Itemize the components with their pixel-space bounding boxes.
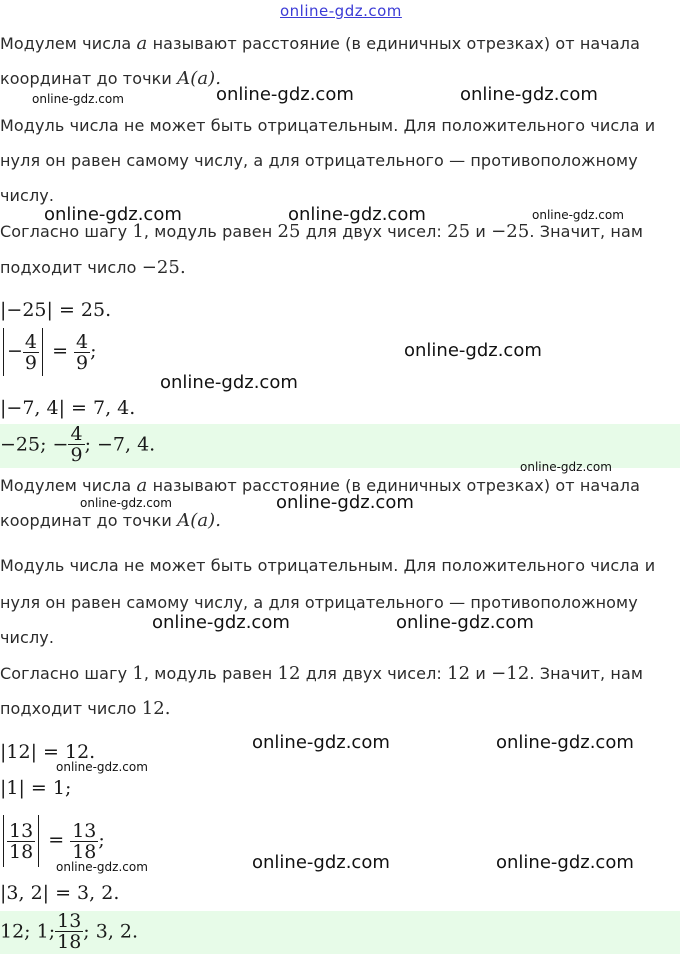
fraction: $\frac{13}{18}$ [9, 819, 34, 863]
definition-line-2: координат до точки A(a). [0, 68, 222, 89]
definition-line-1: Модулем числа a называют расстояние (в единичных отрезках) от начала [0, 33, 641, 54]
point-a: A(a). [177, 68, 222, 89]
watermark: online-gdz.com [396, 612, 534, 633]
watermark: online-gdz.com [288, 204, 426, 225]
watermark: online-gdz.com [532, 208, 624, 222]
step-line-2: подходит число 12. [0, 698, 171, 719]
rule-line-2: нуля он равен самому числу, а для отрицательного — противоположному [0, 593, 638, 612]
fraction: $\frac{4}{9}$ [70, 424, 83, 466]
rule-line-1: Модуль числа не может быть отрицательным. Для положительного числа и [0, 116, 656, 135]
fraction: $\frac{4}{9}$ [24, 330, 38, 374]
rule-line-3: числу. [0, 186, 55, 205]
watermark: online-gdz.com [520, 460, 612, 474]
answer-line: 12; 1; $\frac{13}{18}$ ; 3, 2. [0, 911, 139, 953]
watermark: online-gdz.com [32, 92, 124, 106]
definition-line-2: координат до точки A(a). [0, 510, 222, 531]
formula-abs-fraction-13-18: $\frac{13}{18}$ = $\frac{13}{18}$ ; [0, 815, 105, 867]
watermark: online-gdz.com [460, 84, 598, 105]
step-line-2: подходит число −25. [0, 257, 186, 278]
watermark: online-gdz.com [496, 852, 634, 873]
watermark: online-gdz.com [56, 860, 148, 874]
var-a: a [136, 475, 148, 496]
formula-abs-fraction-4-9: − $\frac{4}{9}$ = $\frac{4}{9}$ ; [0, 328, 97, 376]
watermark: online-gdz.com [496, 732, 634, 753]
watermark: online-gdz.com [160, 372, 298, 393]
rule-line-1: Модуль числа не может быть отрицательным. Для положительного числа и [0, 556, 656, 575]
formula-abs-minus-25: |−25| = 25. [0, 299, 112, 321]
watermark: online-gdz.com [44, 204, 182, 225]
watermark: online-gdz.com [56, 760, 148, 774]
point-a: A(a). [177, 510, 222, 531]
site-link[interactable]: online-gdz.com [280, 2, 402, 20]
watermark: online-gdz.com [276, 492, 414, 513]
fraction: $\frac{13}{18}$ [72, 819, 97, 863]
formula-abs-12: |12| = 12. [0, 741, 96, 763]
watermark: online-gdz.com [252, 852, 390, 873]
watermark: online-gdz.com [404, 340, 542, 361]
answer-line: −25; − $\frac{4}{9}$ ; −7, 4. [0, 424, 156, 466]
definition-line-1: Модулем числа a называют расстояние (в единичных отрезках) от начала [0, 475, 641, 496]
fraction: $\frac{13}{18}$ [57, 911, 82, 953]
step-line-1: Согласно шагу 1, модуль равен 12 для двух чисел: 12 и −12. Значит, нам [0, 663, 644, 684]
watermark: online-gdz.com [152, 612, 290, 633]
fraction: $\frac{4}{9}$ [76, 330, 89, 374]
formula-abs-1: |1| = 1; [0, 777, 72, 799]
step-line-1: Согласно шагу 1, модуль равен 25 для двух чисел: 25 и −25. Значит, нам [0, 221, 644, 242]
formula-abs-minus-7-4: |−7, 4| = 7, 4. [0, 397, 136, 419]
rule-line-3: числу. [0, 628, 55, 647]
watermark: online-gdz.com [252, 732, 390, 753]
var-a: a [136, 33, 148, 54]
formula-abs-3-2: |3, 2| = 3, 2. [0, 882, 120, 904]
watermark: online-gdz.com [80, 496, 172, 510]
rule-line-2: нуля он равен самому числу, а для отрицательного — противоположному [0, 151, 638, 170]
watermark: online-gdz.com [216, 84, 354, 105]
